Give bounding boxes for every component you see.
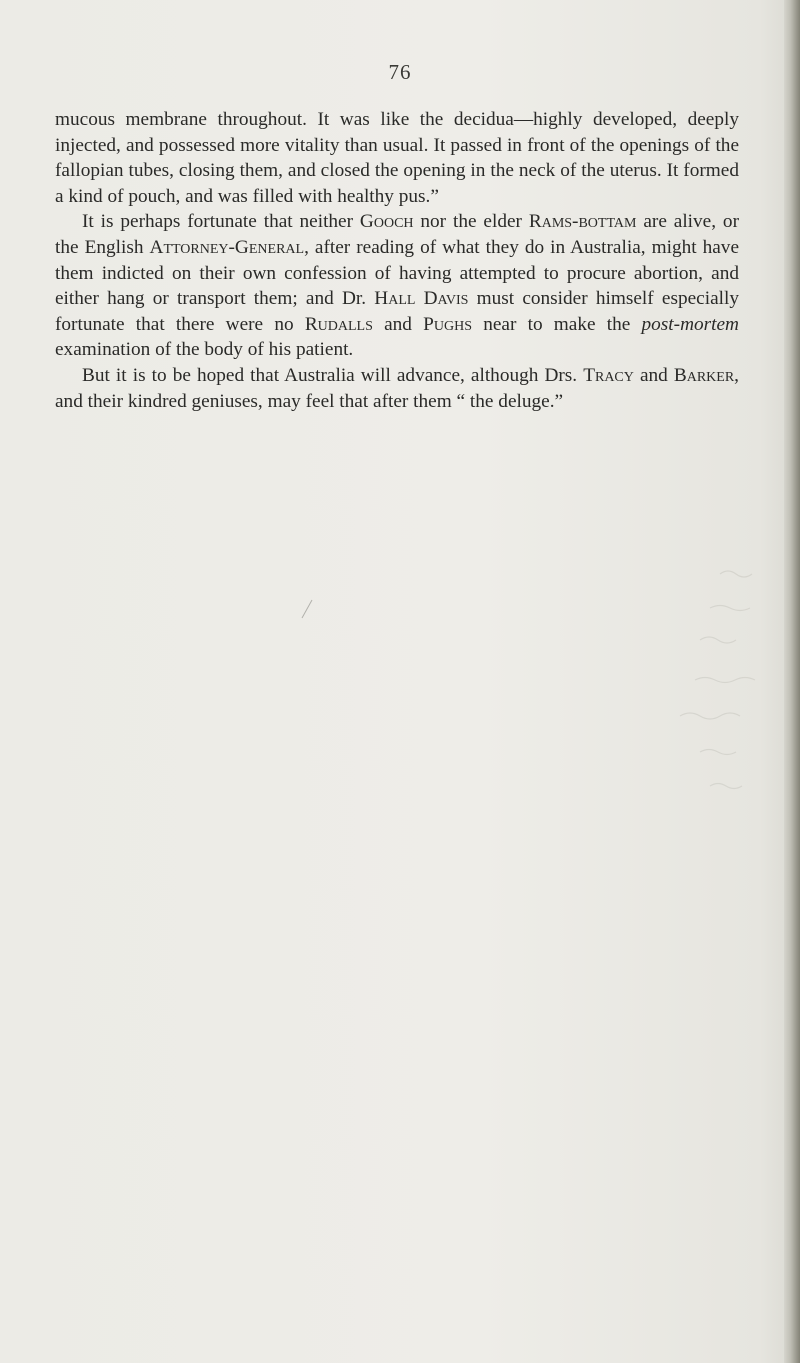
text-run: are alive, or the English [55,211,739,258]
text-run: and [633,364,674,386]
text-run: after reading of what they do in Australia, might have them indicted on their own confession of having attempted to procure abortion, and either hang or transport them; and Dr. [55,236,740,310]
term-post-mortem: post-mortem [641,313,739,335]
text-run: near to make the [472,313,642,335]
show-through-marks [300,540,780,800]
page-edge-shadow [784,0,800,1363]
name-gooch: Gooch [359,211,414,233]
body-text [55,107,739,414]
paragraph-1-text: mucous membrane throughout. It was like the decidua—highly developed, deeply injected, and possessed more vitality than usual. It passed in front of the openings of the fallopian tubes, closing them, and closed the opening in the neck of the uterus. It formed a kind of pouch, and was filled with healthy pus.” [55,109,739,207]
text-run: and their kindred geniuses, may feel that after them “ the deluge.” [55,390,564,412]
page-number: 76 [388,60,412,84]
paragraph-3 [55,363,739,414]
text-run: It is perhaps fortunate that neither [82,211,360,233]
name-pughs: Pughs [423,313,472,335]
name-tracy: Tracy [583,364,634,386]
title-attorney-general: Attorney-General, [149,236,309,258]
name-hall-davis: Hall Davis [374,288,469,310]
name-ramsbottam: Rams-bottam [528,211,637,233]
paragraph-1 [55,107,739,209]
name-barker: Barker, [673,364,740,386]
name-rudalls: Rudalls [304,313,373,335]
text-run: must consider himself especially fortunate that there were no [55,288,739,335]
text-run: But it is to be hoped that Australia will advance, although Drs. [82,364,584,386]
text-run: examination of the body of his patient. [55,339,354,361]
text-run: and [372,313,424,335]
text-run: nor the elder [413,211,529,233]
paragraph-2 [55,209,739,363]
